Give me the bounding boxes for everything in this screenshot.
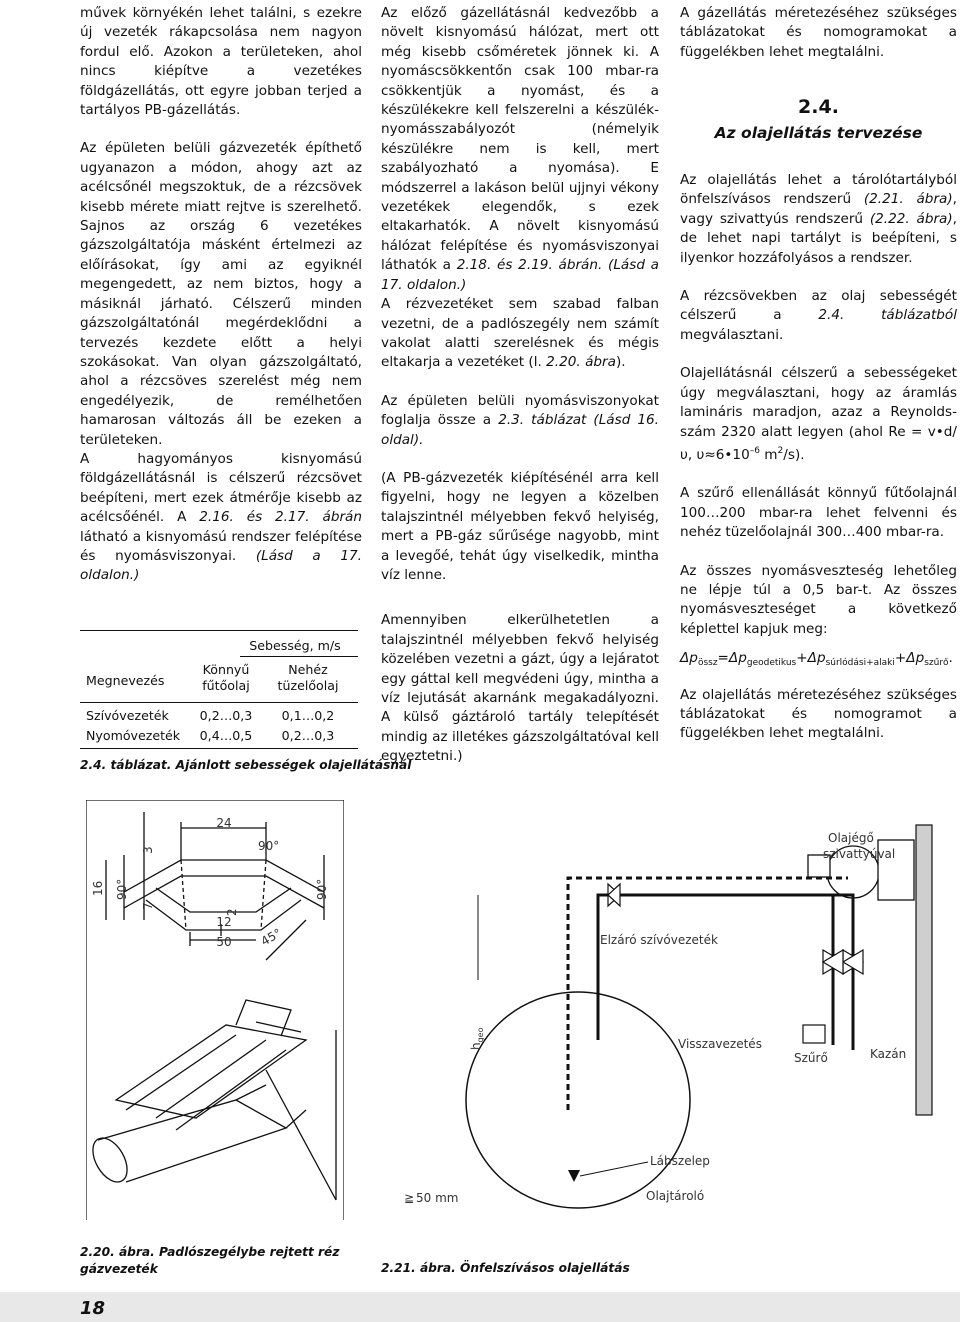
text-span: Olajellátásnál célszerű a sebességeket úgy megválasztani, hogy az áramlás lamináris maradjon, azaz a Reynolds-szám 2320 alatt legyen (ahol Re = <box>680 365 957 440</box>
label-suction: Elzáró szívóvezeték <box>600 933 718 947</box>
label-gap: 50 mm <box>416 1191 459 1205</box>
page-number: 18 <box>80 1298 106 1319</box>
dim-3: 3 <box>141 846 155 854</box>
table-cell: 0,2…0,3 <box>281 728 335 743</box>
table-ref: 2.4. táblázatból <box>818 307 957 324</box>
caption-line: gázvezeték <box>80 1262 158 1276</box>
formula-part: =Δp <box>717 650 747 667</box>
dim-16: 16 <box>91 880 105 896</box>
label-filter: Szűrő <box>794 1051 828 1065</box>
header-line: tüzelőolaj <box>277 678 339 693</box>
formula-sub: geodetikus <box>746 658 797 669</box>
table-cell: 0,4…0,5 <box>199 728 253 743</box>
paragraph <box>381 295 659 373</box>
formula-sub: súrlódási+alaki <box>825 658 895 669</box>
exponent: –6 <box>749 445 760 456</box>
formula: v•d/υ, υ≈6•10 <box>680 423 957 463</box>
table-cell: Nyomóvezeték <box>86 728 181 743</box>
paragraph: Az összes nyomásveszteség lehetőleg ne lépje túl a 0,5 bar-t. Az összes nyomásveszteséget a következő képlettel kapjuk meg: <box>680 562 957 637</box>
baseboard-perspective <box>86 1000 336 1200</box>
text-column-2 <box>381 4 659 786</box>
table-cell: Szívóvezeték <box>86 708 169 723</box>
dim-2: 2 <box>225 908 239 916</box>
text-span: , de lehet napi tartályt is beépíteni, s ilyenkor hozzáfolyásos a rendszer. <box>680 210 957 266</box>
figure-ref: (2.21. ábra) <box>863 191 953 208</box>
paragraph: művek környékén lehet találni, s ezekre új vezeték rákapcsolása nem nagyon fordul elő. Azokon a területeken, ahol nincs kiépítve a vezetékes földgázellátás, ott egyre jobban terjed a tartályos PB-gázellátás. <box>80 5 362 119</box>
header-line: Könnyű <box>202 662 250 677</box>
boiler-wall <box>916 825 932 1115</box>
text-span: látható a kisnyomású rendszer felépítése és nyomásviszonyai. <box>80 528 362 564</box>
text-span: Az előző gázellátásnál kedvezőbb a növelt kisnyomású hálózat, mert ott még kisebb csőméretek jönnek ki. A nyomáscsökkentőn csak 100 mbar-ra csökkentjük a nyomást, és a készülékekre kell felszerelni a készülék-nyomásszabályozót (némelyik készülékre nem is kell, mert szabályozható a nyomása). E módszerrel a lakáson belül ujjnyi vékony vezetékek elegendők, s ezek eltakarhatók. A növelt kisnyomású hálózat felépítése és nyomásviszonyai láthatók a <box>381 5 659 274</box>
header-line: fűtőolaj <box>202 678 250 693</box>
paragraph: Az épületen belüli gázvezeték építhető ugyanazon a módon, ahogy azt az acélcsőnél megszoktuk, de a rézcsövek kisebb mérete miatt rejtve is szerelhető. Sajnos az ország 6 vezetékes gázszolgáltatója másként értelmezi az előírásokat, így ami az egyiknél megengedett, az nem biztos, hogy a másiknál járható. Célszerű minden gázszolgáltatónál megérdeklődni a tervezés kezdete előtt a helyi szokásokat. Van olyan gázszolgáltató, ahol a rézcsöves szerelést még nem engedélyezik, de remélhetően hamarosan változás áll be ezeken a területeken. <box>80 140 362 448</box>
figure-ref: 2.16. és 2.17. ábrán <box>199 509 362 526</box>
paragraph <box>381 392 659 450</box>
foot-valve <box>568 1170 580 1182</box>
hgeo-sub: geo <box>476 1027 485 1043</box>
text-span: Az épületen belüli nyomásviszonyokat foglalja össze a <box>381 392 659 429</box>
oil-tank <box>466 992 690 1208</box>
shutoff-valves <box>388 884 863 1100</box>
text-column-3 <box>680 4 957 763</box>
label-footvalve: Lábszelep <box>650 1154 710 1168</box>
formula-part: +Δp <box>796 650 826 667</box>
paragraph <box>680 364 957 465</box>
hgeo-main: h <box>469 1042 483 1050</box>
section-number: 2.4. <box>798 96 839 119</box>
text-span: A rézvezetéket sem szabad falban vezetni, de a padlószegély nem számít vakolat alatti szerelésnek és mégis eltakarja a vezetéket (l. <box>381 296 659 371</box>
dim-24: 24 <box>216 816 232 830</box>
filter <box>803 1025 825 1043</box>
dim-7: 7 <box>141 902 155 910</box>
table-ref: 2.3. táblázat (Lásd 16. oldal). <box>381 412 659 448</box>
label-gap-symbol: ≧ <box>404 1191 415 1205</box>
dim-90a: 90° <box>258 839 280 853</box>
table-cell: 0,1…0,2 <box>281 708 335 723</box>
paragraph: (A PB-gázvezeték kiépítésénél arra kell figyelni, hogy ne legyen a közelben talajszintnél mélyebben fekvő helyiség, mert a PB-gáz sűrűsége nagyobb, mint a levegőé, tehát úgy viselkedik, mintha víz lenne. <box>381 469 659 583</box>
figure-2-21-caption: 2.21. ábra. Önfelszívásos olajellátás <box>381 1261 630 1275</box>
return-pipe <box>568 878 848 1110</box>
footer-band <box>0 1292 960 1322</box>
figure-2-20-drawing <box>86 800 344 1220</box>
dim-90b: 90° <box>115 878 129 900</box>
figure-2-20-caption <box>80 1244 339 1278</box>
section-title: Az olajellátás tervezése <box>714 123 923 142</box>
text-span: ). <box>615 354 626 371</box>
paragraph <box>80 450 362 586</box>
dim-50: 50 <box>216 935 232 949</box>
table-rule <box>80 748 358 749</box>
paragraph <box>381 4 659 295</box>
table-rule <box>80 702 358 703</box>
leader-line <box>580 1162 648 1176</box>
label-return: Visszavezetés <box>678 1037 762 1051</box>
paragraph: Az olajellátás méretezéséhez szükséges táblázatokat és nomogramot a függelékben lehet megtalálni. <box>680 686 957 742</box>
paragraph: A gázellátás méretezéséhez szükséges táblázatokat és nomogramokat a függelékben lehet megtalálni. <box>680 5 957 60</box>
label-boiler: Kazán <box>870 1047 907 1061</box>
text-span: A hagyományos kisnyomású földgázellátásnál is célszerű rézcsövet beépíteni, mert ezek átmérője kisebb az acélcsőénél. A <box>80 450 362 526</box>
text-span: A rézcsövekben az olaj sebességét célszerű a <box>680 288 957 324</box>
table-header-group: Sebesség, m/s <box>249 638 341 653</box>
dim-12: 12 <box>216 915 232 929</box>
formula-part: +Δp <box>894 650 925 667</box>
formula-sub: szűrő <box>924 658 949 669</box>
table-caption: 2.4. táblázat. Ajánlott sebességek olajellátásnál <box>80 758 412 772</box>
table-cell: 0,2…0,3 <box>199 708 253 723</box>
text-span: , vagy szivattyús rendszerű <box>680 191 957 227</box>
paragraph <box>680 171 957 268</box>
label-hgeo <box>469 1027 485 1050</box>
text-span: megválasztani. <box>680 326 784 343</box>
header-line: Nehéz <box>288 662 328 677</box>
text-span: m <box>759 446 778 463</box>
table-header-name: Megnevezés <box>86 673 165 688</box>
pipe-bend-plan <box>106 812 324 960</box>
figure-2-21-drawing <box>378 800 958 1220</box>
page-ref: (Lásd a 17. oldalon.) <box>80 547 362 584</box>
figure-ref: 2.20. ábra <box>546 354 616 371</box>
table-rule <box>240 656 358 657</box>
pressure-formula <box>680 649 957 673</box>
text-column-1 <box>80 4 362 605</box>
table-header-heavy <box>258 662 358 694</box>
dim-90c: 90° <box>315 878 329 900</box>
label-pump: Olajégő <box>828 831 874 845</box>
figure-ref: 2.18. és 2.19. ábrán. (Lásd a 17. oldalon.) <box>381 257 659 293</box>
paragraph: Amennyiben elkerülhetetlen a talajszintnél mélyebben fekvő helyiség közelében vezetni a gázt, úgy a lejáratot egy gáttal kell megvédeni úgy, mintha a víz lejutását akarnánk megakadályozni. A külső gáztároló tartály telepítését mindig az illetékes gázszolgáltatóval kell egyeztetni.) <box>381 612 659 765</box>
text-span: Az olajellátás lehet a tárolótartályból önfelszívásos rendszerű <box>680 172 957 208</box>
paragraph <box>680 287 957 345</box>
label-tank: Olajtároló <box>646 1189 705 1203</box>
table-rule <box>80 630 358 631</box>
figure-ref: (2.22. ábra) <box>869 210 953 227</box>
caption-line: 2.20. ábra. Padlószegélybe rejtett réz <box>80 1245 340 1259</box>
label-pump-2: szivattyúval <box>823 847 896 861</box>
dim-45: 45° <box>258 925 284 949</box>
exponent: 2 <box>777 445 784 456</box>
formula-part: Δp <box>680 650 698 667</box>
formula-part: . <box>948 650 953 667</box>
text-span: /s). <box>783 446 805 463</box>
formula-sub: össz <box>697 658 718 669</box>
paragraph: A szűrő ellenállását könnyű fűtőolajnál 100…200 mbar-ra lehet felvenni és nehéz tüzelőolajnál 300…400 mbar-ra. <box>680 485 957 541</box>
